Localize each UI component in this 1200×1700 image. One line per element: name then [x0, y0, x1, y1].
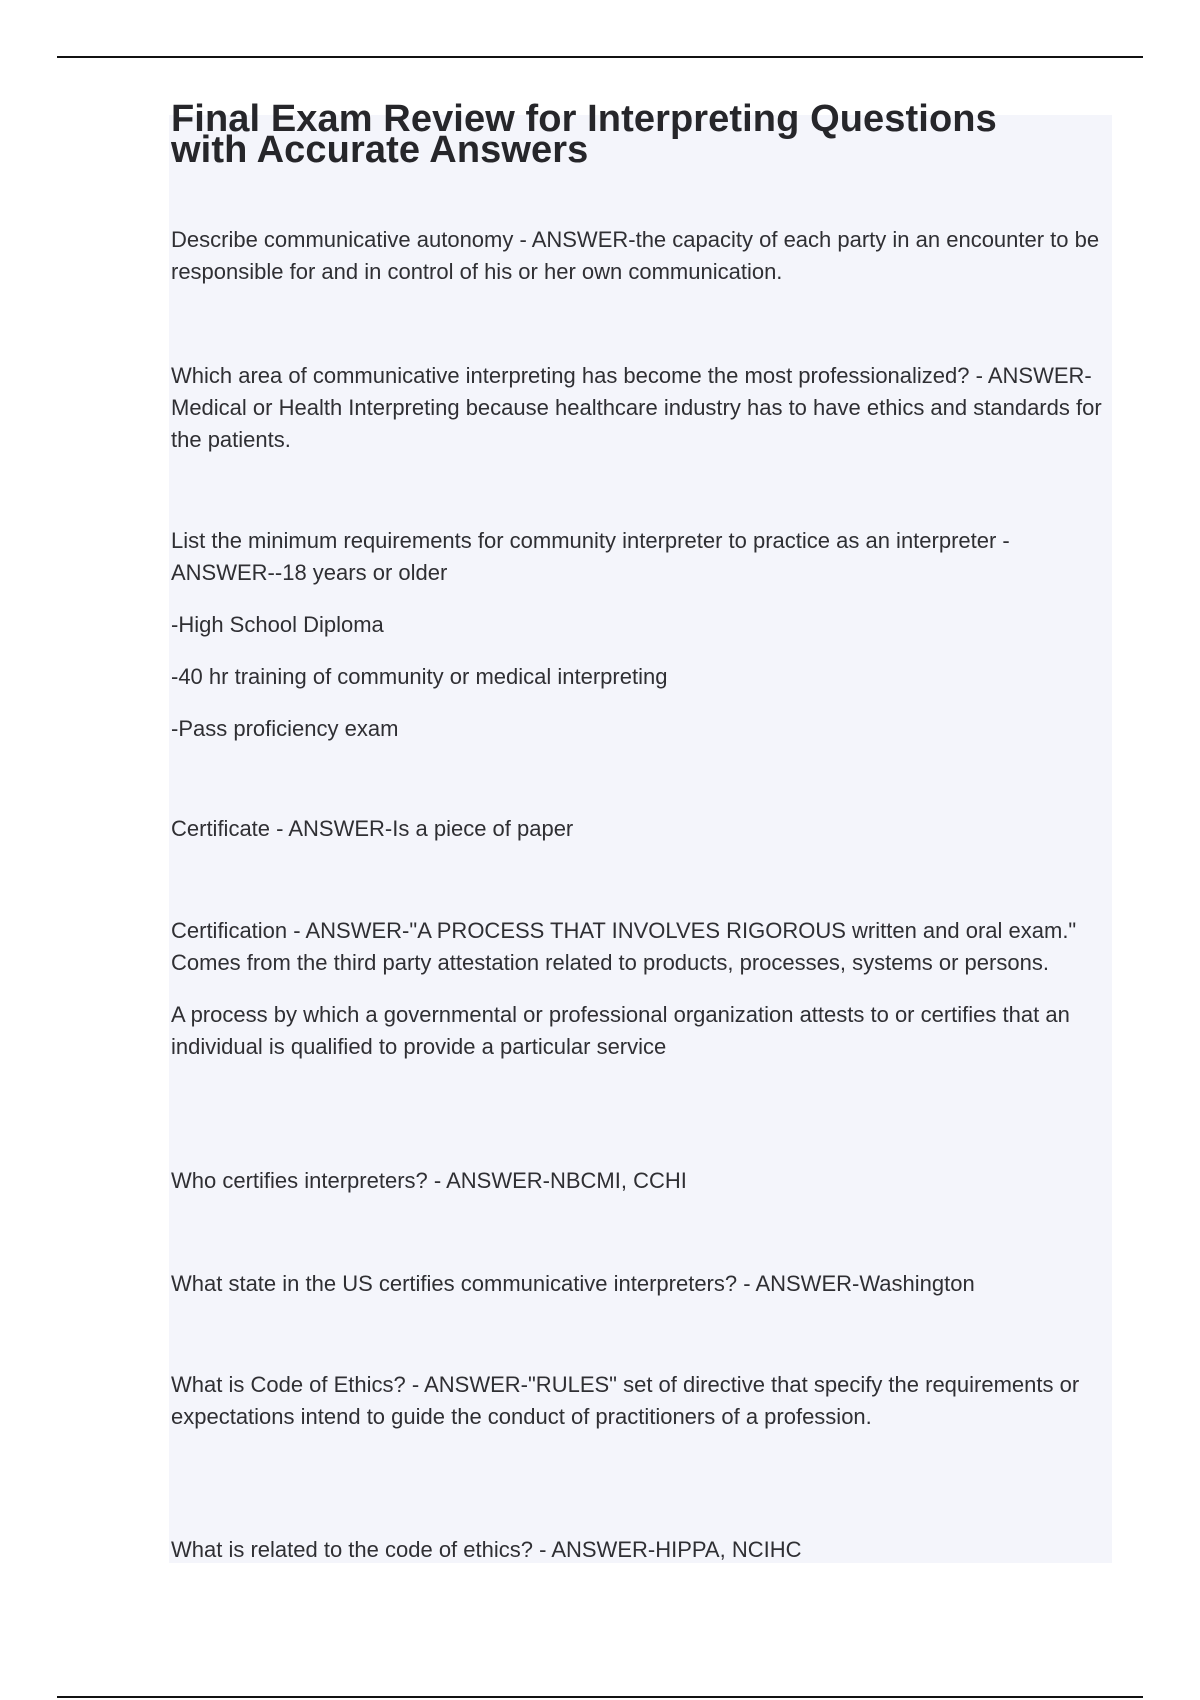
qa-text: What state in the US certifies communicative interpreters? - ANSWER-Washington [171, 1271, 975, 1296]
qa-text: What is related to the code of ethics? - ANSWER-HIPPA, NCIHC [171, 1537, 802, 1562]
qa-text: What is Code of Ethics? - ANSWER-"RULES" set of directive that specify the requirements or expectations intend to guide the conduct of practitioners of a profession. [171, 1372, 1080, 1429]
qa-text: Which area of communicative interpreting has become the most professionalized? - ANSWER-Medical or Health Interpreting because healthcare industry has to have ethics and standards for the patients. [171, 363, 1102, 452]
qa-text-continued: A process by which a governmental or professional organization attests to or certifies that an individual is qualified to provide a particular service [171, 1002, 1070, 1059]
qa-text: List the minimum requirements for community interpreter to practice as an interpreter - ANSWER--18 years or older [171, 528, 1010, 585]
qa-list-item: -Pass proficiency exam [171, 716, 399, 741]
top-rule [57, 56, 1143, 58]
qa-entry-minimum-requirements [171, 525, 1116, 745]
qa-entry-who-certifies [171, 1165, 1116, 1197]
qa-text: Certificate - ANSWER-Is a piece of paper [171, 816, 574, 841]
title-line-2: with Accurate Answers [171, 129, 589, 171]
qa-entry-state-certifies [171, 1268, 1116, 1300]
qa-entry-certificate [171, 813, 1116, 845]
qa-text: Certification - ANSWER-"A PROCESS THAT INVOLVES RIGOROUS written and oral exam." Comes from the third party attestation related to products, processes, systems or persons. [171, 918, 1077, 975]
qa-text: Describe communicative autonomy - ANSWER-the capacity of each party in an encounter to be responsible for and in control of his or her own communication. [171, 227, 1100, 284]
qa-entry-code-of-ethics [171, 1369, 1116, 1433]
bottom-rule [57, 1696, 1143, 1698]
qa-entry-communicative-autonomy [171, 224, 1116, 288]
title-line-1: Final Exam Review for Interpreting Questions [171, 98, 997, 140]
document-title [171, 98, 1116, 171]
qa-entry-related-to-ethics [171, 1534, 1116, 1566]
document-body [171, 98, 1116, 1562]
qa-list-item: -40 hr training of community or medical interpreting [171, 664, 668, 689]
qa-entry-certification [171, 915, 1116, 1063]
qa-list-item: -High School Diploma [171, 612, 384, 637]
qa-text: Who certifies interpreters? - ANSWER-NBCMI, CCHI [171, 1168, 687, 1193]
qa-entry-professionalized-area [171, 360, 1116, 456]
